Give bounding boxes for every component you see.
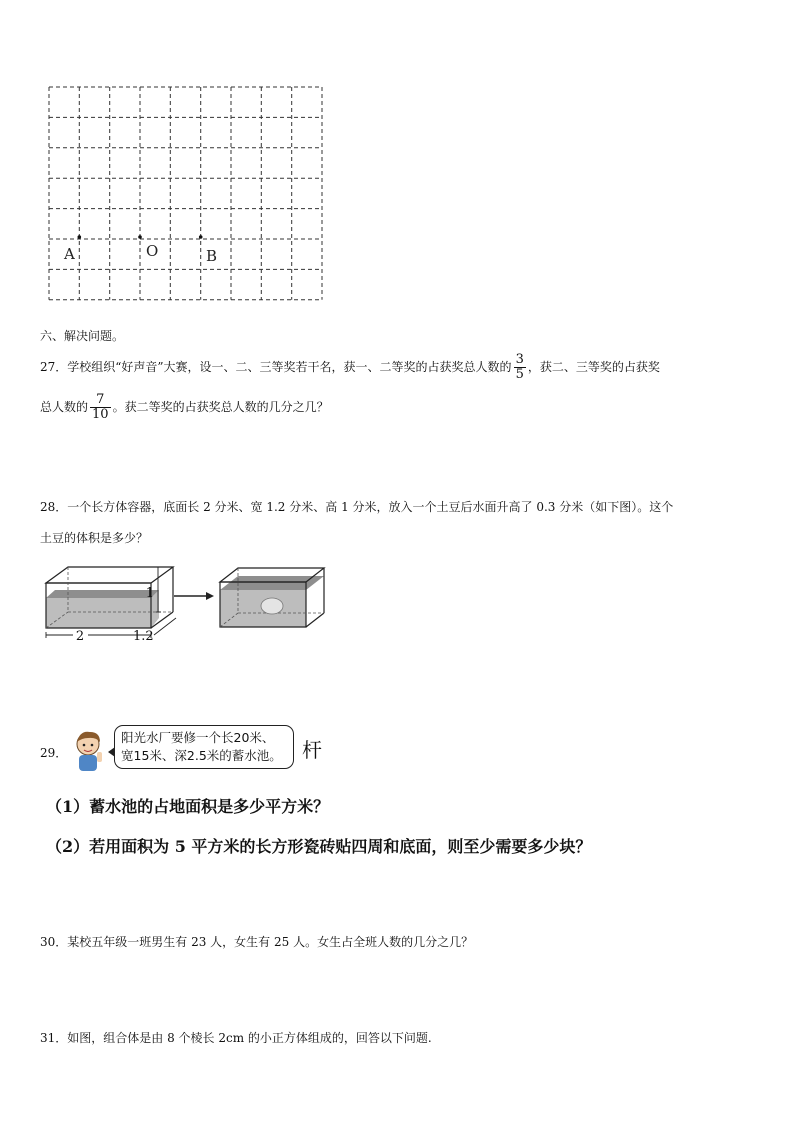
question-29-number: 29． — [40, 746, 68, 760]
student-avatar-icon — [70, 728, 112, 774]
trailing-char: 杆 — [302, 738, 322, 762]
container-figure — [38, 562, 338, 647]
question-27-line2: 总人数的 $\frac{7}{10}$ 。获二等奖的占获奖总人数的几分之几？ — [40, 392, 329, 422]
point-o-label: O — [146, 242, 159, 260]
bubble-tail — [108, 747, 115, 757]
container-before — [46, 567, 176, 644]
width-label: 1.2 — [133, 629, 154, 644]
question-31: 31．如图，组合体是由 8 个棱长 2cm 的小正方体组成的，回答以下问题. — [40, 1031, 432, 1045]
question-27-line1: 27．学校组织“好声音”大赛，设一、二、三等奖若干名，获一、二等奖的占获奖总人数的 $\frac{3}{5}$ ，获二、三等奖的占获奖 — [40, 352, 660, 382]
question-number: 31． — [40, 1031, 68, 1045]
question-number: 27． — [40, 360, 68, 374]
arrow-icon — [174, 592, 214, 600]
question-28-line2: 土豆的体积是多少？ — [40, 531, 149, 545]
point-b-dot — [199, 235, 203, 239]
fraction-3-5: $\frac{3}{5}$ — [515, 352, 524, 382]
bubble-line-1: 阳光水厂要修一个长20米、 — [121, 730, 275, 745]
question-number: 28． — [40, 500, 68, 514]
point-o-dot — [138, 235, 142, 239]
question-28-line1: 28．一个长方体容器，底面长 2 分米、宽 1.2 分米、高 1 分米，放入一个土豆后水面升高了 0.3 分米（如下图）。这个 — [40, 500, 674, 514]
bubble-line-2: 宽15米、深2.5米的蓄水池。 — [121, 748, 282, 763]
container-after — [220, 568, 324, 627]
speech-bubble — [114, 725, 294, 769]
point-a-dot — [78, 235, 82, 239]
question-29-sub2: （2）若用面积为 5 平方米的长方形瓷砖贴四周和底面，则至少需要多少块？ — [46, 837, 592, 856]
dashed-grid-figure — [40, 80, 330, 305]
potato-icon — [261, 598, 283, 614]
length-label: 2 — [75, 629, 85, 644]
point-b-label: B — [206, 247, 218, 265]
question-30: 30．某校五年级一班男生有 23 人，女生有 25 人。女生占全班人数的几分之几？ — [40, 935, 474, 949]
grid-lines — [49, 87, 322, 300]
question-number: 30． — [40, 935, 68, 949]
height-label: 1 — [145, 586, 154, 601]
section-heading: 六、解决问题。 — [40, 329, 125, 343]
point-a-label: A — [64, 245, 75, 263]
question-29-sub1: （1）蓄水池的占地面积是多少平方米？ — [46, 797, 330, 816]
fraction-7-10: $\frac{7}{10}$ — [92, 392, 109, 422]
